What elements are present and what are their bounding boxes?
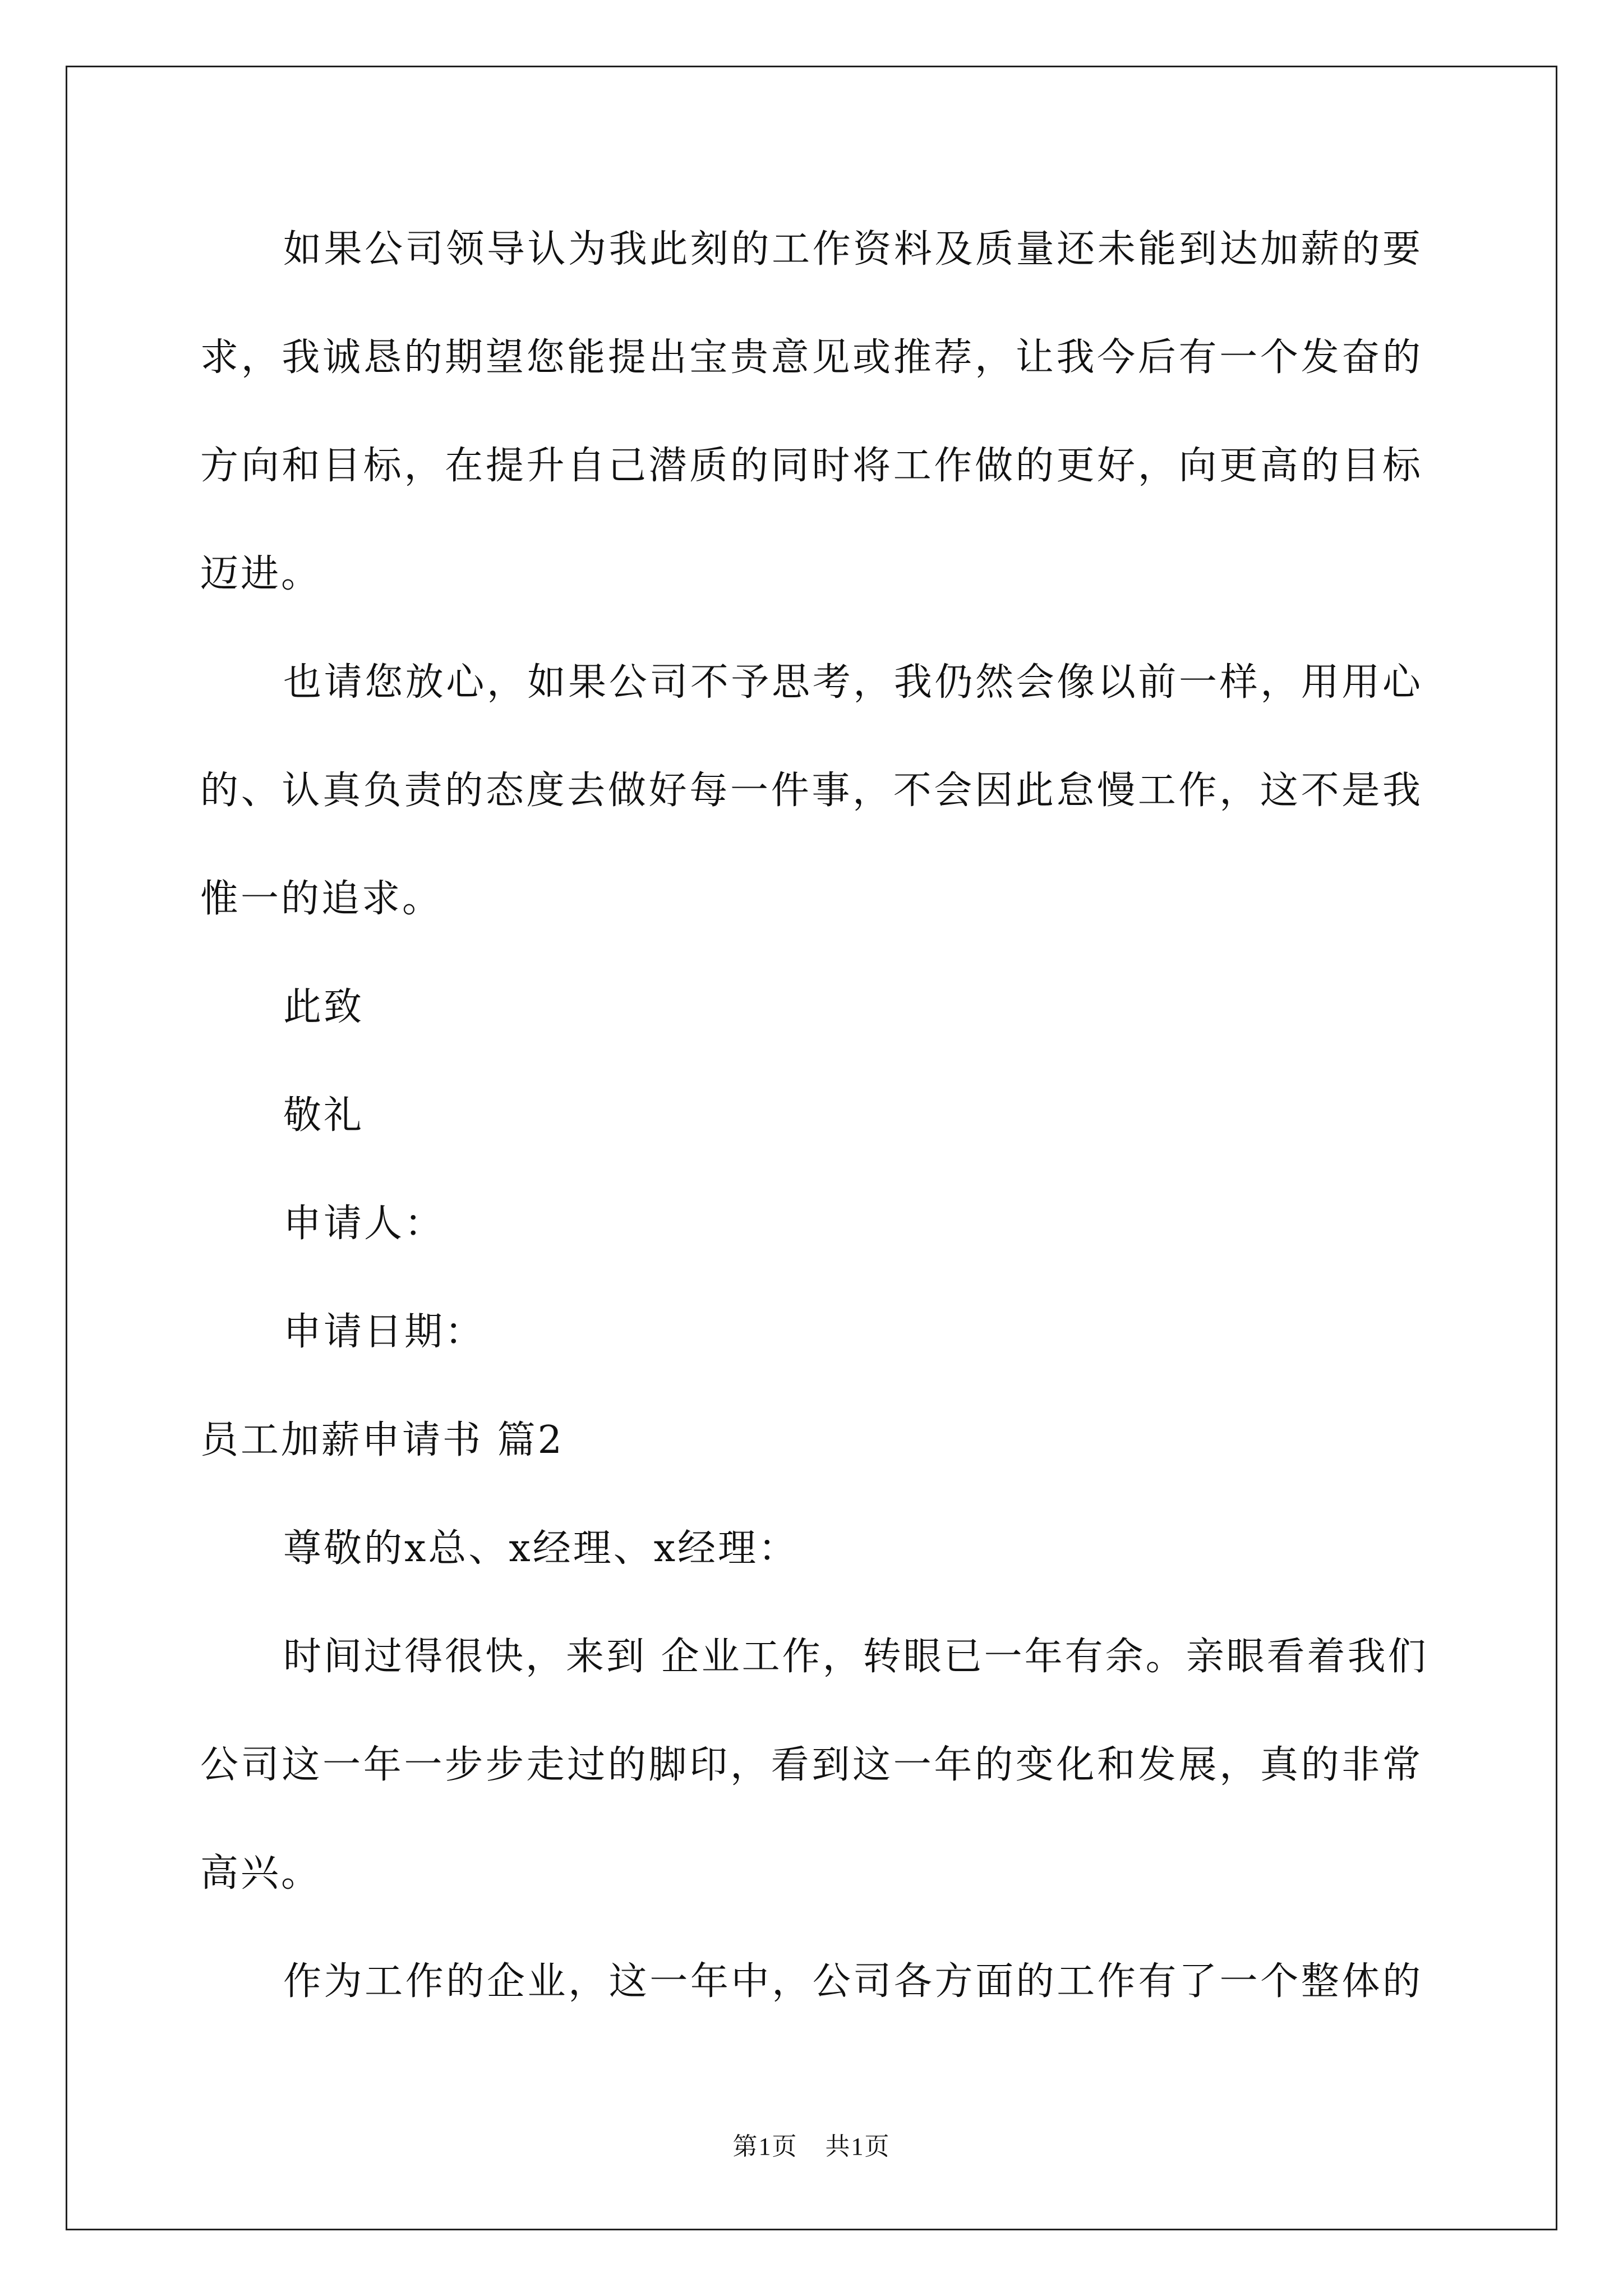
paragraph-line: 的、认真负责的态度去做好每一件事，不会因此怠慢工作，这不是我 bbox=[200, 769, 1423, 813]
section-heading: 员工加薪申请书 篇2 bbox=[200, 1418, 564, 1462]
page-footer bbox=[0, 2126, 1623, 2162]
paragraph-line: 迈进。 bbox=[200, 552, 322, 596]
paragraph-line: 方向和目标，在提升自己潜质的同时将工作做的更好，向更高的目标 bbox=[200, 444, 1423, 488]
date-label: 申请日期： bbox=[283, 1310, 486, 1354]
closing-regards: 敬礼 bbox=[283, 1093, 365, 1138]
paragraph-line: 作为工作的企业，这一年中，公司各方面的工作有了一个整体的 bbox=[283, 1959, 1423, 2004]
page-total: 共1页 bbox=[825, 2133, 891, 2160]
paragraph-line: 惟一的追求。 bbox=[200, 877, 443, 921]
paragraph-line: 时间过得很快，来到 企业工作，转眼已一年有余。亲眼看着我们 bbox=[283, 1635, 1428, 1679]
page-border bbox=[66, 66, 1557, 2230]
page-number: 第1页 bbox=[732, 2133, 798, 2160]
paragraph-line: 求，我诚恳的期望您能提出宝贵意见或推荐，让我今后有一个发奋的 bbox=[200, 335, 1423, 380]
paragraph-line: 也请您放心，如果公司不予思考，我仍然会像以前一样，用用心 bbox=[283, 660, 1423, 705]
paragraph-line: 高兴。 bbox=[200, 1851, 322, 1895]
applicant-label: 申请人： bbox=[283, 1202, 445, 1246]
paragraph-line: 公司这一年一步步走过的脚印，看到这一年的变化和发展，真的非常 bbox=[200, 1743, 1423, 1787]
paragraph-line: 如果公司领导认为我此刻的工作资料及质量还未能到达加薪的要 bbox=[283, 227, 1423, 272]
greeting: 尊敬的x总、x经理、x经理： bbox=[283, 1526, 799, 1571]
closing-salutation: 此致 bbox=[283, 985, 365, 1029]
